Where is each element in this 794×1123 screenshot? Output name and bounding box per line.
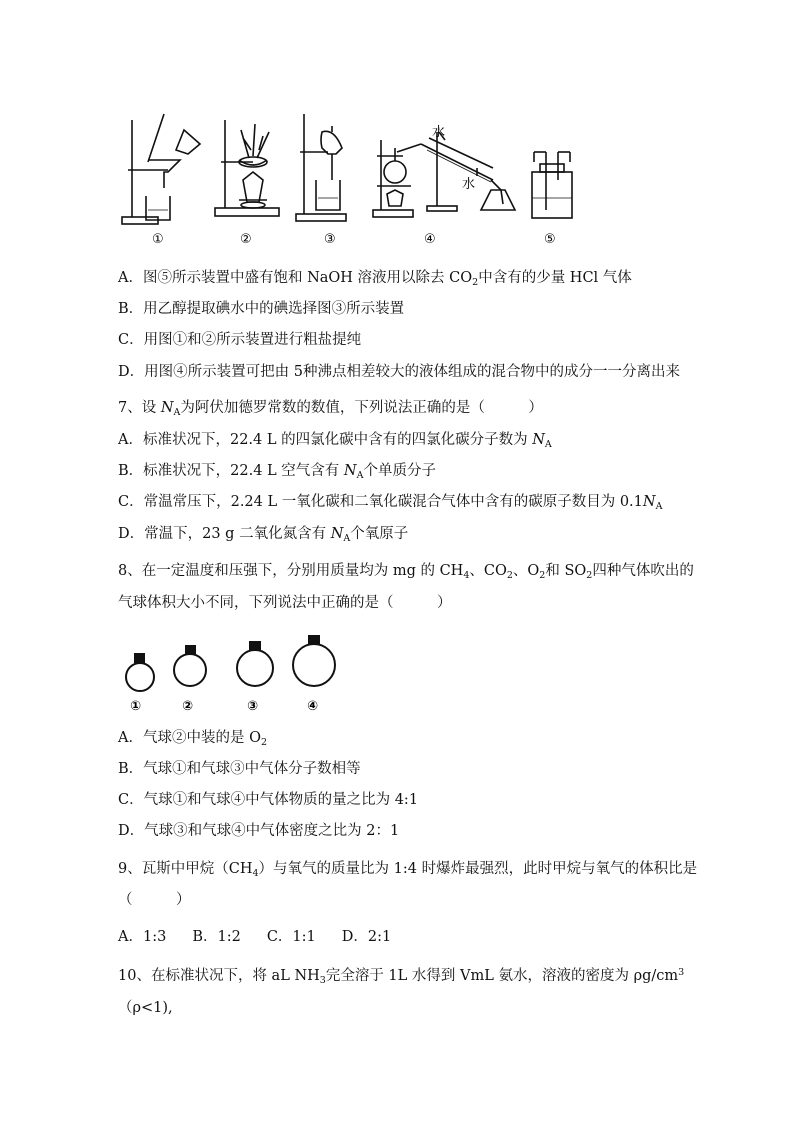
fig-label-4: ④ xyxy=(424,232,436,247)
fig-label-1: ① xyxy=(152,232,164,247)
water-out-label: 水 xyxy=(462,177,476,192)
balloon-label-4: ④ xyxy=(307,699,319,714)
q6-option-b: B．用乙醇提取碘水中的碘选择图③所示装置 xyxy=(118,301,405,317)
q7-stem: 7、设 $N_A$为阿伏加德罗常数的数值，下列说法正确的是（ ） xyxy=(118,400,543,418)
separatory-funnel-icon xyxy=(296,114,346,221)
apparatus-figure xyxy=(118,110,598,250)
q10-stem-line2: （ρ<1), xyxy=(118,1000,173,1016)
q8-option-c: C．气球①和气球④中气体物质的量之比为 4:1 xyxy=(118,792,419,808)
q9-stem: 9、瓦斯中甲烷$(CH_4)$与氧气的质量比为 1:4 时爆炸最强烈，此时甲烷与氧气的体积比是 xyxy=(118,861,698,879)
balloon-3-icon xyxy=(237,642,273,686)
q7-option-c: C．常温常压下，2.24 L 一氧化碳和二氧化碳混合气体中含有的碳原子数目为 $0.1N_A$ xyxy=(118,494,663,512)
q9-option-b: B．1:2 xyxy=(192,929,241,945)
q6-option-a: A．图⑤所示装置中盛有饱和 NaOH 溶液用以除去 $CO_2$中含有的少量 HCl 气体 xyxy=(118,270,632,288)
q7-option-b: B．标准状况下，22.4 L 空气含有 $N_A$个单质分子 xyxy=(118,463,436,481)
filtration-apparatus-icon xyxy=(122,114,200,224)
fig-label-3: ③ xyxy=(324,232,336,247)
balloon-label-3: ③ xyxy=(247,699,259,714)
distillation-apparatus-icon xyxy=(373,132,515,217)
q8-option-b: B．气球①和气球③中气体分子数相等 xyxy=(118,761,361,777)
fig-label-5: ⑤ xyxy=(544,232,556,247)
q9-options xyxy=(118,927,417,947)
evaporation-apparatus-icon xyxy=(215,120,279,216)
balloon-label-1: ① xyxy=(130,699,142,714)
balloon-2-icon xyxy=(174,646,206,686)
q9-option-d: D．2:1 xyxy=(341,929,392,945)
q7-option-d: D．常温下，23 g 二氧化氮含有 $N_A$个氧原子 xyxy=(118,526,409,544)
balloons-figure xyxy=(118,632,348,714)
balloon-1-icon xyxy=(126,654,154,691)
q10-stem: 10、在标准状况下，将 aL $NH_3$完全溶于 1L 水得到 VmL 氨水，溶液的密度为 $\rho g/cm^3$ xyxy=(118,967,685,986)
q6-option-d: D．用图④所示装置可把由 5种沸点相差较大的液体组成的混合物中的成分一一分离出来 xyxy=(118,364,680,380)
q8-stem-line1: 8、在一定温度和压强下，分别用质量均为 mg 的 $CH_4$、$CO_2$、$O_2$和 $SO_2$四种气体吹出的 xyxy=(118,563,694,581)
q8-option-d: D．气球③和气球④中气体密度之比为 2：1 xyxy=(118,823,400,839)
balloon-label-2: ② xyxy=(182,699,194,714)
q6-option-c: C．用图①和②所示装置进行粗盐提纯 xyxy=(118,332,362,348)
q9-option-a: A．1:3 xyxy=(118,929,167,945)
fig-label-2: ② xyxy=(240,232,252,247)
q9-paren: （ ） xyxy=(118,892,191,908)
q9-option-c: C．1:1 xyxy=(266,929,316,945)
gas-washing-bottle-icon xyxy=(532,152,572,218)
q8-option-a: A．气球②中装的是 $O_2$ xyxy=(118,730,268,748)
water-in-label: 水 xyxy=(432,125,446,140)
balloon-4-icon xyxy=(293,636,335,686)
q8-stem-line2: 气球体积大小不同，下列说法中正确的是（ ） xyxy=(118,595,452,611)
q7-option-a: A．标准状况下，22.4 L 的四氯化碳中含有的四氯化碳分子数为 $N_A$ xyxy=(118,432,552,450)
